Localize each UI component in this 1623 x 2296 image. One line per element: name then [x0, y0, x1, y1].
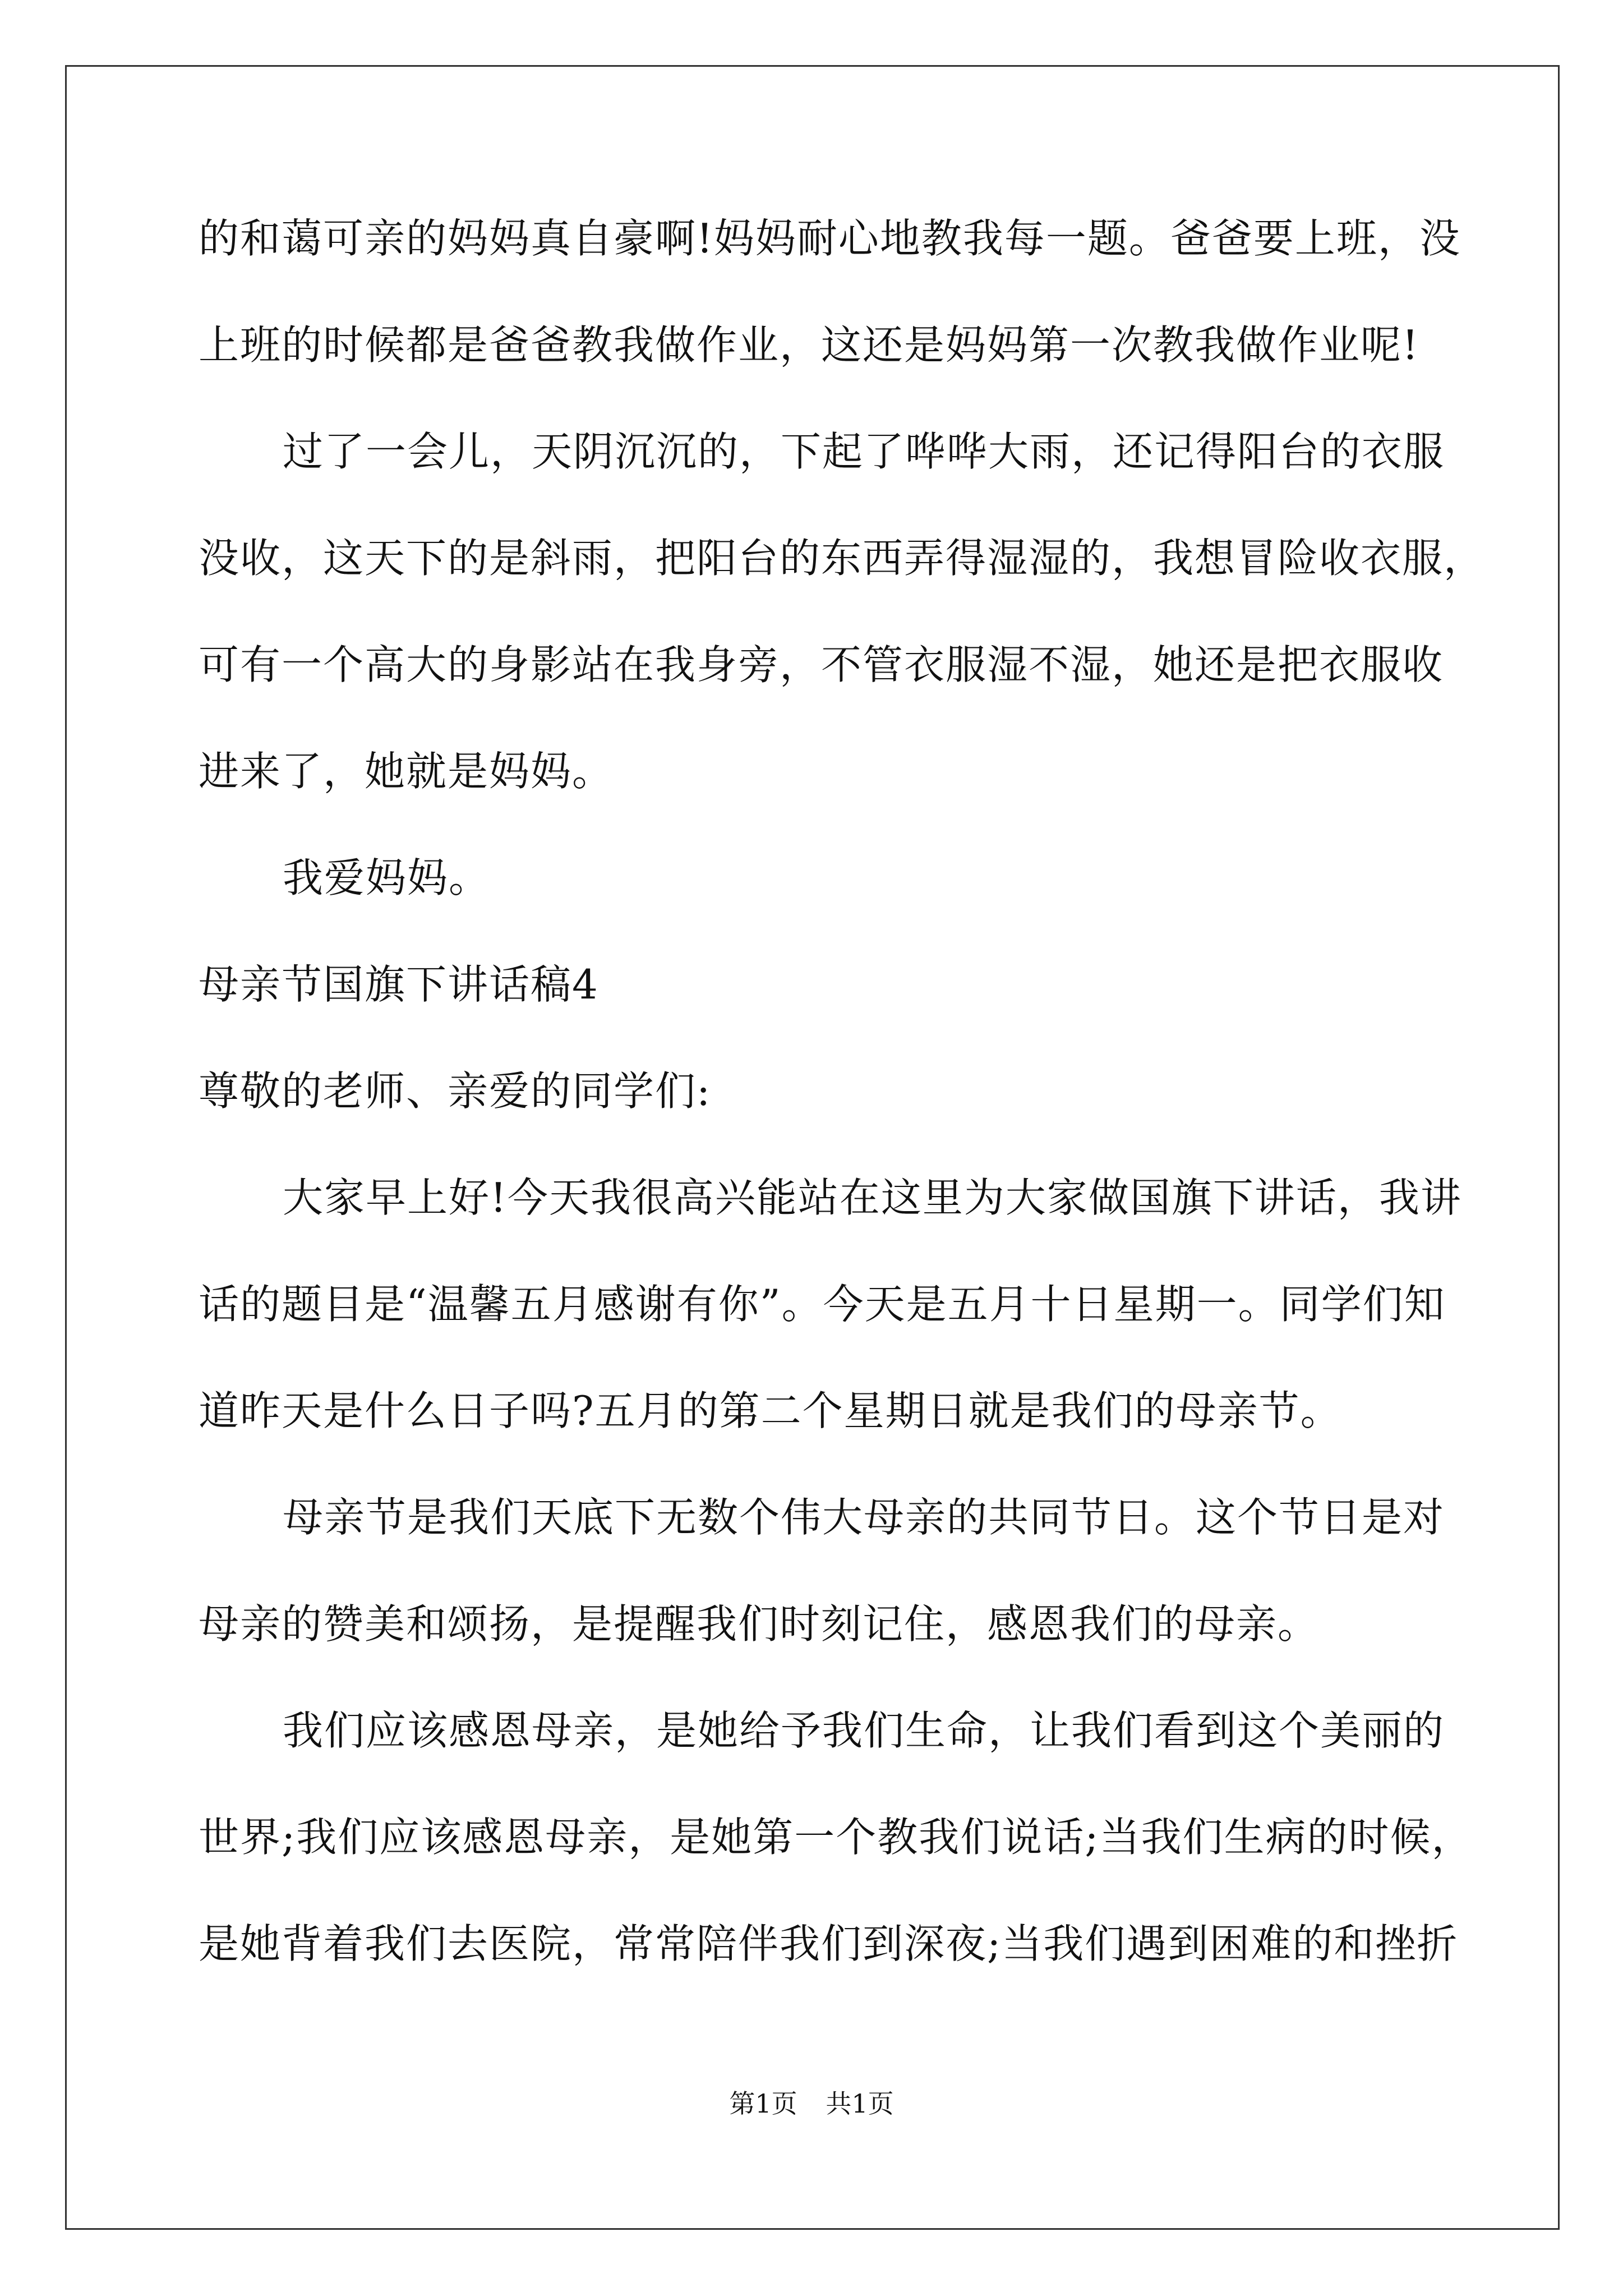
page-number: 第1页: [729, 2088, 797, 2119]
paragraph-start-line: 过了一会儿，天阴沉沉的，下起了哗哗大雨，还记得阳台的衣服: [283, 428, 1445, 475]
body-line: 话的题目是“温馨五月感谢有你”。今天是五月十日星期一。同学们知: [199, 1281, 1446, 1328]
paragraph-start-line: 我们应该感恩母亲，是她给予我们生命，让我们看到这个美丽的: [283, 1707, 1445, 1754]
body-line: 是她背着我们去医院，常常陪伴我们到深夜;当我们遇到困难的和挫折: [199, 1920, 1459, 1967]
body-line: 母亲的赞美和颂扬，是提醒我们时刻记住，感恩我们的母亲。: [199, 1600, 1320, 1648]
body-line: 没收，这天下的是斜雨，把阳台的东西弄得湿湿的，我想冒险收衣服，: [199, 535, 1486, 582]
body-line: 上班的时候都是爸爸教我做作业，这还是妈妈第一次教我做作业呢!: [199, 321, 1419, 369]
salutation: 尊敬的老师、亲爱的同学们:: [199, 1068, 712, 1115]
body-line: 可有一个高大的身影站在我身旁，不管衣服湿不湿，她还是把衣服收: [199, 641, 1444, 688]
section-heading: 母亲节国旗下讲话稿4: [199, 961, 599, 1008]
paragraph-start-line: 大家早上好!今天我很高兴能站在这里为大家做国旗下讲话，我讲: [283, 1174, 1462, 1221]
paragraph-start-line: 母亲节是我们天底下无数个伟大母亲的共同节日。这个节日是对: [283, 1494, 1445, 1541]
page-total: 共1页: [826, 2088, 894, 2119]
paragraph-start-line: 我爱妈妈。: [283, 854, 491, 901]
page-border: [65, 65, 1560, 2230]
body-line: 道昨天是什么日子吗?五月的第二个星期日就是我们的母亲节。: [199, 1387, 1342, 1434]
body-line: 世界;我们应该感恩母亲，是她第一个教我们说话;当我们生病的时候，: [199, 1814, 1473, 1861]
page-footer: [0, 2087, 1623, 2120]
body-line: 进来了，她就是妈妈。: [199, 748, 614, 795]
body-line: 的和蔼可亲的妈妈真自豪啊!妈妈耐心地教我每一题。爸爸要上班，没: [199, 215, 1461, 262]
